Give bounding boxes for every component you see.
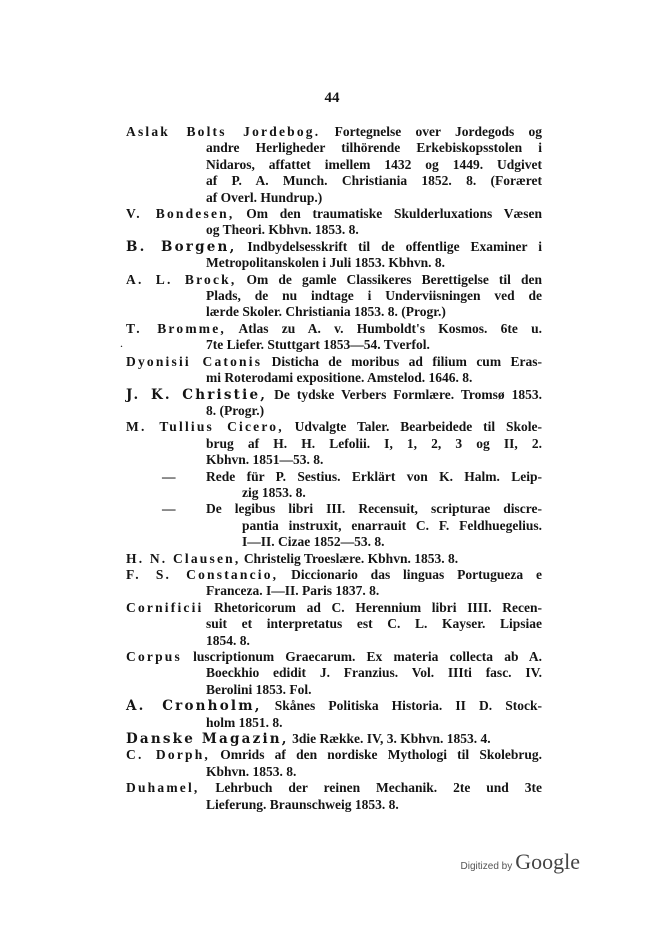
entry-text: luscriptionum Graecarum. Ex materia collecta ab A. — [181, 649, 542, 664]
entry-author: Aslak Bolts Jordebog. — [126, 124, 321, 139]
bibliography-entry — [126, 780, 542, 813]
bibliography-entry — [126, 387, 542, 420]
entry-text: Disticha de moribus ad filium cum Eras- — [262, 353, 542, 369]
entry-author: T. Bromme, — [126, 320, 226, 336]
sub-entry — [126, 501, 542, 550]
entry-text: Rede für P. Sestius. Erklärt von K. Halm. Leip- — [206, 468, 542, 484]
entry-line — [126, 222, 542, 238]
entry-line — [126, 747, 542, 763]
entry-author: Duhamel, — [126, 780, 200, 796]
entry-line — [126, 288, 542, 304]
entry-line — [126, 682, 542, 698]
entry-text: af Overl. Hundrup.) — [206, 189, 323, 205]
entry-text: Nidaros, affattet imellem 1432 og 1449. Udgivet — [206, 156, 542, 172]
entry-text: holm 1851. 8. — [206, 714, 283, 730]
ditto-dash: — — [162, 468, 176, 484]
entry-author: V. Bondesen, — [126, 206, 235, 222]
entry-text: Indbydelsesskrift til de offentlige Examiner i — [236, 238, 542, 254]
entry-author: B. Borgen, — [126, 238, 237, 255]
entry-text: De tydske Verbers Formlære. Tromsø 1853. — [267, 386, 542, 402]
bibliography-entry — [126, 698, 542, 731]
entry-text: Kbhvn. 1851—53. 8. — [206, 452, 324, 468]
digitized-label: Digitized by — [460, 861, 513, 872]
sub-entry — [126, 469, 542, 502]
entry-line — [126, 206, 542, 222]
entry-line — [126, 452, 542, 468]
entry-line — [126, 321, 542, 337]
entry-text: mi Roterodami expositione. Amstelod. 1646. 8. — [206, 370, 473, 386]
entry-text: Om de gamle Classikeres Berettigelse til den — [236, 271, 542, 287]
entry-text: Berolini 1853. Fol. — [206, 681, 312, 697]
bibliography-entry — [126, 731, 542, 747]
entry-text: Franceza. I—II. Paris 1837. 8. — [206, 583, 380, 599]
entry-line — [126, 239, 542, 255]
digitized-by-watermark — [461, 849, 580, 875]
entry-text: Om den traumatiske Skulderluxations Væsen — [234, 206, 542, 222]
catalogue-entries — [126, 124, 542, 813]
bibliography-entry — [126, 747, 542, 780]
entry-author: M. Tullius Cicero, — [126, 419, 284, 435]
entry-text: 8. (Progr.) — [206, 402, 265, 418]
entry-text: Skånes Politiska Historia. II D. Stock- — [261, 698, 542, 714]
bibliography-entry — [126, 419, 542, 468]
bibliography-entry — [126, 321, 542, 354]
entry-line — [126, 616, 542, 632]
entry-line — [126, 403, 542, 419]
entry-line — [126, 583, 542, 599]
entry-line — [126, 649, 542, 665]
entry-line — [126, 124, 542, 140]
entry-text: Kbhvn. 1853. 8. — [206, 763, 297, 779]
entry-author: Cornificii — [126, 599, 204, 615]
entry-author: H. N. Clausen, — [126, 550, 241, 566]
bibliography-entry — [126, 124, 542, 206]
bibliography-entry — [126, 551, 542, 567]
entry-line — [126, 600, 542, 616]
entry-text: 3die Række. IV, 3. Kbhvn. 1853. 4. — [288, 731, 491, 747]
entry-text: Christelig Troeslære. Kbhvn. 1853. 8. — [240, 550, 459, 566]
entry-line — [162, 469, 542, 485]
entry-line — [126, 715, 542, 731]
entry-text: Rhetoricorum ad C. Herennium libri IIII. Recen- — [203, 599, 542, 615]
entry-line — [126, 665, 542, 681]
entry-text: Boeckhio edidit J. Franzius. Vol. IIIti fasc. IV. — [206, 665, 542, 681]
entry-text: Udvalgte Taler. Bearbeidede til Skole- — [283, 419, 542, 435]
bibliography-entry — [126, 567, 542, 600]
entry-text: af P. A. Munch. Christiania 1852. 8. (Foræret — [206, 173, 542, 189]
entry-author: Danske Magazin, — [126, 731, 289, 748]
entry-line — [126, 337, 542, 353]
entry-line — [162, 534, 542, 550]
entry-text: andre Herligheder tilhörende Erkebiskopsstolen i — [206, 140, 542, 156]
entry-text: zig 1853. 8. — [242, 484, 306, 500]
entry-author: A. L. Brock, — [126, 271, 237, 287]
entry-author: F. S. Constancio, — [126, 566, 279, 582]
entry-line — [126, 190, 542, 206]
bibliography-entry — [126, 600, 542, 649]
entry-line — [126, 140, 542, 156]
entry-line — [126, 255, 542, 271]
entry-text: Plads, de nu indtage i Underviisningen ved de — [206, 288, 542, 304]
entry-line — [126, 780, 542, 796]
bibliography-entry — [126, 272, 542, 321]
entry-line — [126, 370, 542, 386]
entry-line — [126, 419, 542, 435]
entry-author: C. Dorph, — [126, 747, 210, 763]
entry-line — [126, 731, 542, 747]
entry-line — [126, 387, 542, 403]
entry-text: pantia instruxit, enarrauit C. F. Feldhuegelius. — [242, 517, 542, 533]
entry-line — [126, 633, 542, 649]
entry-line — [162, 501, 542, 517]
entry-text: Metropolitanskolen i Juli 1853. Kbhvn. 8. — [206, 255, 446, 271]
entry-line — [126, 797, 542, 813]
entry-text: De legibus libri III. Recensuit, scripturae discre- — [206, 501, 542, 517]
entry-text: Atlas zu A. v. Humboldt's Kosmos. 6te u. — [225, 320, 542, 336]
entry-author: A. Cronholm, — [126, 698, 262, 715]
bibliography-entry — [126, 206, 542, 239]
page-number: 44 — [324, 90, 340, 106]
entry-line — [126, 764, 542, 780]
margin-mark: . — [120, 336, 123, 350]
entry-line — [126, 157, 542, 173]
entry-text: suit et interpretatus est C. L. Kayser. Lipsiae — [206, 616, 542, 632]
bibliography-entry — [126, 354, 542, 387]
entry-line — [162, 518, 542, 534]
entry-line — [126, 698, 542, 714]
entry-line — [162, 485, 542, 501]
entry-text: 7te Liefer. Stuttgart 1853—54. Tverfol. — [206, 337, 430, 353]
entry-line — [126, 173, 542, 189]
ditto-dash: — — [162, 501, 176, 517]
entry-author: Corpus — [126, 649, 182, 664]
entry-text: og Theori. Kbhvn. 1853. 8. — [206, 222, 359, 238]
entry-line — [126, 436, 542, 452]
entry-text: 1854. 8. — [206, 632, 250, 648]
entry-author: J. K. Christie, — [126, 386, 268, 403]
bibliography-entry — [126, 649, 542, 698]
entry-line — [126, 354, 542, 370]
entry-text: Omrids af den nordiske Mythologi til Skolebrug. — [210, 747, 542, 763]
entry-text: Lieferung. Braunschweig 1853. 8. — [206, 796, 399, 812]
google-logo: Google — [515, 849, 580, 874]
entry-text: lærde Skoler. Christiania 1853. 8. (Progr.) — [206, 304, 446, 320]
bibliography-entry — [126, 239, 542, 272]
entry-text: Fortegnelse over Jordegods og — [320, 124, 543, 139]
entry-text: I—II. Cizae 1852—53. 8. — [242, 534, 385, 550]
entry-line — [126, 272, 542, 288]
entry-line — [126, 551, 542, 567]
entry-author: Dyonisii Catonis — [126, 353, 263, 369]
entry-text: brug af H. H. Lefolii. I, 1, 2, 3 og II, 2. — [206, 435, 542, 451]
entry-text: Lehrbuch der reinen Mechanik. 2te und 3te — [199, 780, 542, 796]
entry-text: Diccionario das linguas Portugueza e — [278, 566, 542, 582]
entry-line — [126, 304, 542, 320]
entry-line — [126, 567, 542, 583]
